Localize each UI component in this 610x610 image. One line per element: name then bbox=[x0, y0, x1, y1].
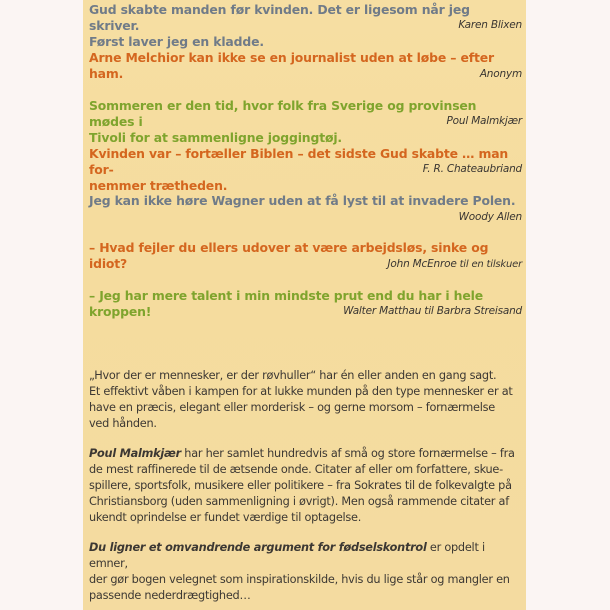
book-title: Du ligner et omvandrende argument for fødselskontrol bbox=[89, 541, 427, 554]
quote-author: Karen Blixen bbox=[458, 19, 522, 31]
quote-5 bbox=[89, 193, 522, 227]
quote-text: Kvinden var – fortæller Biblen – det sidste Gud skabte … man for- nemmer trætheden. bbox=[89, 146, 509, 193]
quote-text: Sommeren er den tid, hvor folk fra Sverige og provinsen mødes i Tivoli for at sammenligne joggingtøj. bbox=[89, 98, 477, 145]
book-back-cover bbox=[83, 0, 526, 610]
author-name: Poul Malmkjær bbox=[89, 447, 181, 460]
blurb-paragraph-2: Poul Malmkjær har her samlet hundredvis af små og store fornærmelse – fra de mest raffinerede til de ætsende onde. Citater af eller om forfattere, skue- spillere, sportsfolk, musikere eller politikere – fra Sokrates til de folkevalgte på Christiansborg (uden sammenligning i øvrigt). Men også rammende citater af ukendt oprindelse er fundet værdige til optagelse. bbox=[89, 447, 515, 524]
quote-6 bbox=[89, 240, 522, 274]
quote-3 bbox=[89, 98, 522, 145]
quote-author: Woody Allen bbox=[458, 211, 522, 223]
quote-7 bbox=[89, 288, 522, 322]
quote-author: John McEnroe til en tilskuer bbox=[387, 258, 522, 270]
quote-2 bbox=[89, 50, 522, 84]
blurb-paragraph-1: „Hvor der er mennesker, er der røvhuller“ har én eller anden en gang sagt. Et effektivt våben i kampen for at lukke munden på den type mennesker er at have en præcis, elegant eller morderisk – og gerne morsom – fornærmelse ved hånden. bbox=[89, 369, 513, 430]
blurb-paragraph-3: Du ligner et omvandrende argument for fødselskontrol er opdelt i emner, der gør bogen velegnet som inspirationskilde, hvis du lige står og mangler en passende nederdrægtighed… bbox=[89, 541, 510, 602]
quote-text: – Hvad fejler du ellers udover at være arbejdsløs, sinke og idiot? bbox=[89, 240, 489, 271]
quote-text: Arne Melchior kan ikke se en journalist uden at løbe – efter ham. bbox=[89, 50, 494, 81]
quote-1 bbox=[89, 2, 522, 49]
quote-text: – Jeg har mere talent i min mindste prut end du har i hele kroppen! bbox=[89, 288, 483, 319]
quote-text: Gud skabte manden før kvinden. Det er ligesom når jeg skriver. Først laver jeg en kladde. bbox=[89, 2, 470, 49]
quote-4 bbox=[89, 146, 522, 193]
quote-author: Walter Matthau til Barbra Streisand bbox=[343, 305, 522, 317]
quote-text: Jeg kan ikke høre Wagner uden at få lyst til at invadere Polen. bbox=[89, 193, 516, 208]
quote-author: Poul Malmkjær bbox=[446, 115, 522, 127]
quote-author: Anonym bbox=[479, 68, 522, 80]
quote-author: F. R. Chateaubriand bbox=[422, 163, 522, 175]
